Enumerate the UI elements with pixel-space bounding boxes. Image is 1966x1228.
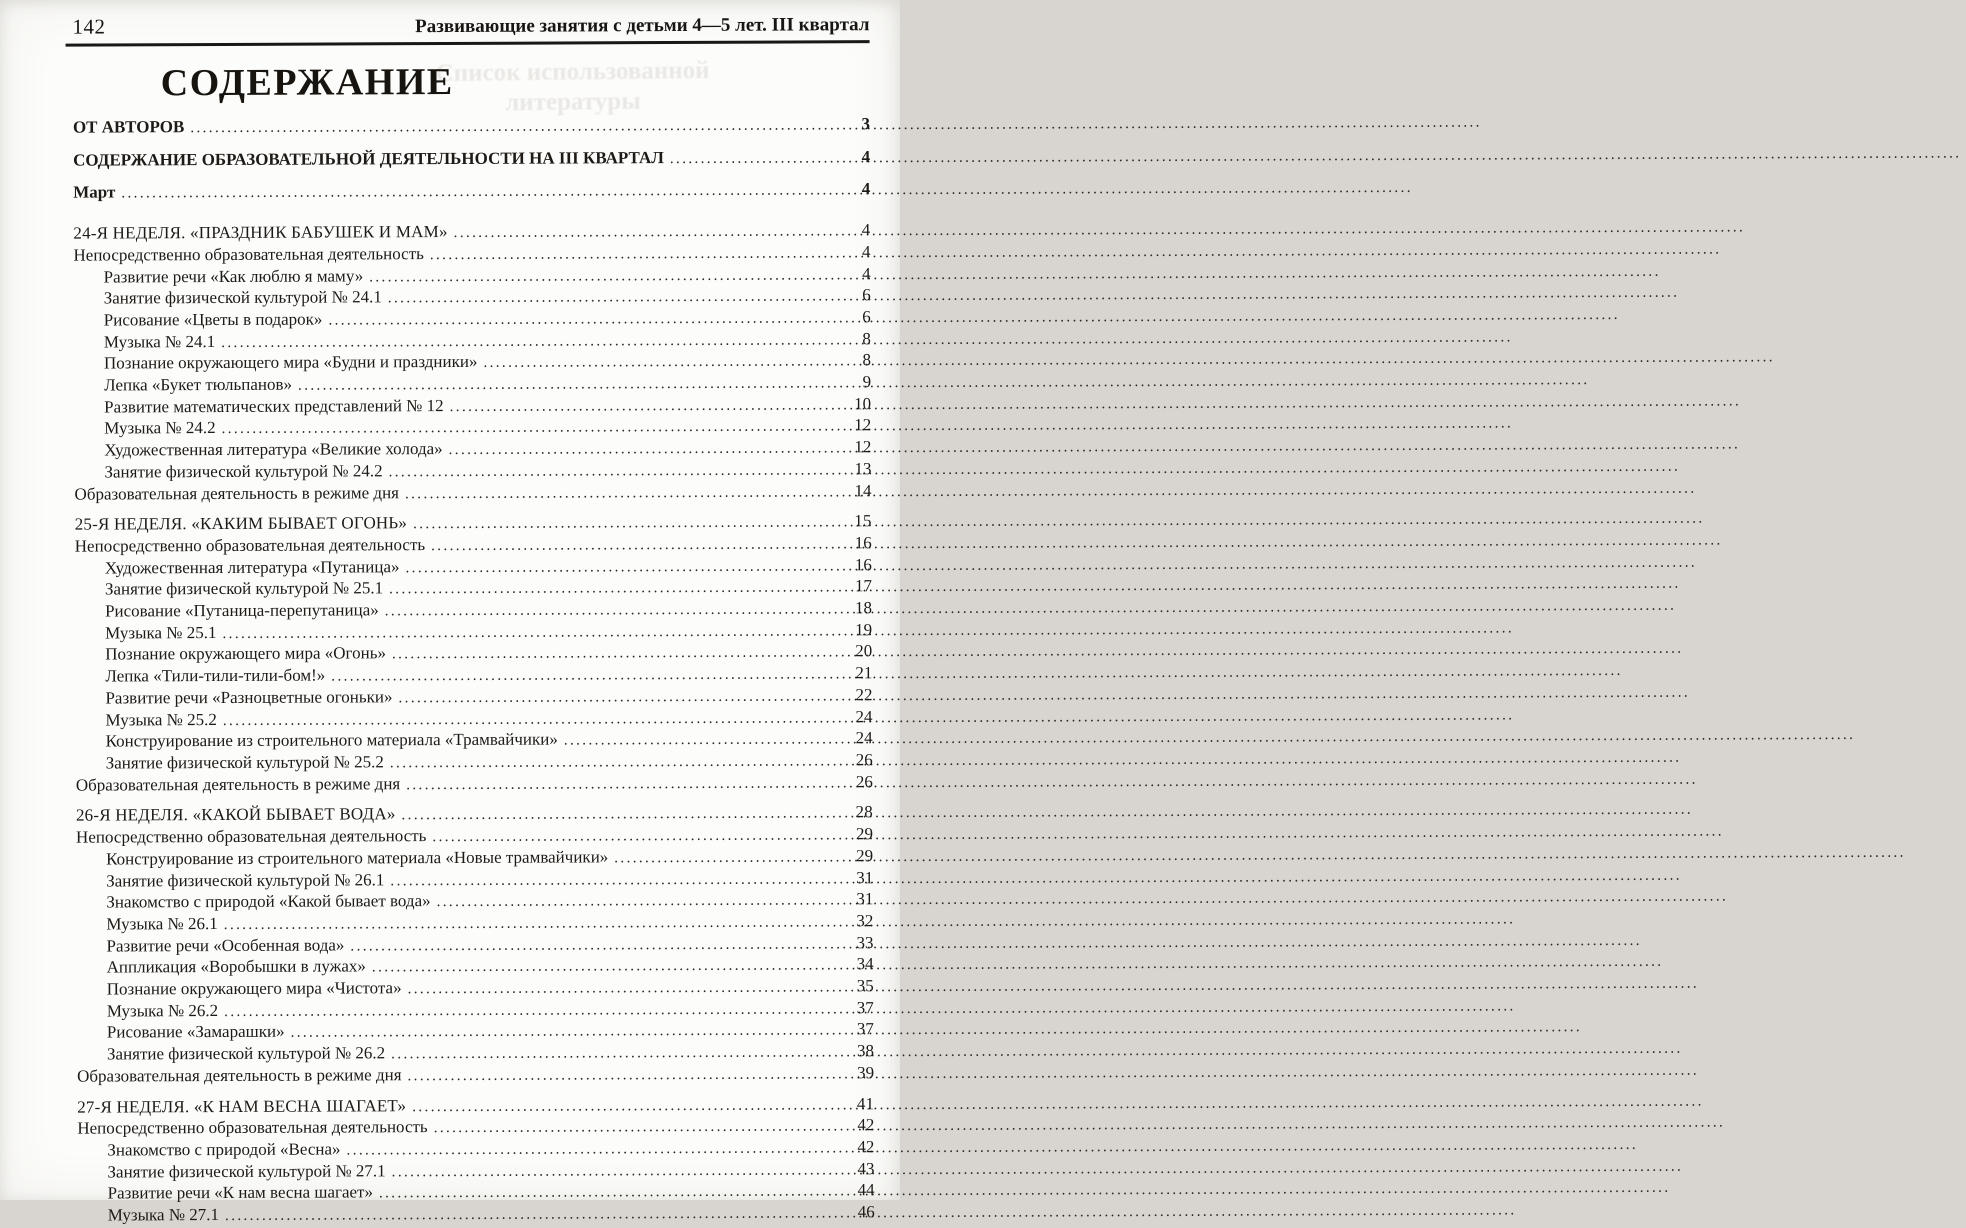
dot-leader xyxy=(407,1063,844,1087)
toc-entry-page: 3 xyxy=(861,114,870,134)
toc-entry-page: 19 xyxy=(855,619,873,639)
bleed-through-line: литературы xyxy=(505,87,641,117)
toc-entry-title: Конструирование из строительного материала «Новые трамвайчики» xyxy=(106,847,609,869)
toc-entry-page: 8 xyxy=(862,350,871,370)
toc-entry-title: Лепка «Букет тюльпанов» xyxy=(104,374,293,395)
toc-entry-page: 32 xyxy=(856,911,874,931)
dot-leader xyxy=(190,114,840,139)
toc-entry-title: Музыка № 26.1 xyxy=(106,913,218,934)
toc-entry xyxy=(77,1063,874,1088)
toc-entry-page: 10 xyxy=(854,393,872,413)
scanned-book-page xyxy=(0,0,900,1225)
toc-entry-title: Рисование «Замарашки» xyxy=(106,1022,285,1042)
dot-leader xyxy=(385,598,842,622)
toc-entry-title: Непосредственно образовательная деятельность xyxy=(75,826,427,847)
toc-entry-page: 8 xyxy=(862,328,871,348)
dot-leader xyxy=(379,1181,845,1205)
toc-entry-page: 33 xyxy=(856,932,874,952)
toc-entry-page: 31 xyxy=(856,867,874,887)
toc-entry-title: Непосредственно образовательная деятельность xyxy=(74,535,426,556)
dot-leader xyxy=(388,286,841,310)
toc-entry-page: 43 xyxy=(857,1158,875,1178)
dot-leader xyxy=(121,180,840,205)
toc-entry-page: 26 xyxy=(855,771,873,791)
dot-leader xyxy=(389,459,842,483)
toc-entry-page: 21 xyxy=(855,663,873,683)
toc-entry-page: 4 xyxy=(861,146,871,166)
toc-entry-page: 20 xyxy=(855,641,873,661)
toc-entry-title: Конструирование из строительного материала «Трамвайчики» xyxy=(105,729,558,751)
toc-entry-title: Занятие физической культурой № 24.1 xyxy=(103,287,382,308)
toc-entry-page: 6 xyxy=(862,307,871,327)
toc-entry-page: 12 xyxy=(854,415,872,435)
toc-entry-title: Развитие речи «Разноцветные огоньки» xyxy=(105,687,393,708)
dot-leader xyxy=(398,685,842,709)
toc-entry-title: 27-Я НЕДЕЛЯ. «К НАМ ВЕСНА ШАГАЕТ» xyxy=(77,1095,407,1117)
toc-entry-page: 4 xyxy=(861,179,871,199)
toc-entry-title: Знакомство с природой «Какой бывает вода» xyxy=(106,891,431,912)
dot-leader xyxy=(390,868,843,892)
dot-leader xyxy=(564,729,843,752)
toc-entry-title: Образовательная деятельность в режиме дня xyxy=(77,1065,402,1086)
dot-leader xyxy=(432,824,843,847)
toc-entry xyxy=(76,772,873,797)
bleed-through-line: Список использованной xyxy=(435,56,710,88)
toc-entry-title: Занятие физической культурой № 24.2 xyxy=(104,461,383,482)
dot-leader xyxy=(401,803,843,827)
dot-leader xyxy=(389,577,842,601)
dot-leader xyxy=(437,889,844,912)
dot-leader xyxy=(392,642,842,666)
toc-entry-title: Познание окружающего мира «Огонь» xyxy=(105,643,386,664)
toc-entry-title: Образовательная деятельность в режиме дня xyxy=(75,773,401,795)
toc-entry-page: 37 xyxy=(856,1019,874,1039)
page-header xyxy=(72,11,869,39)
dot-leader xyxy=(430,242,841,265)
dot-leader xyxy=(350,933,843,957)
dot-leader xyxy=(412,1094,844,1118)
toc-entry-title: 24-Я НЕДЕЛЯ. «ПРАЗДНИК БАБУШЕК И МАМ» xyxy=(73,222,448,243)
toc-entry-page: 16 xyxy=(854,554,872,574)
dot-leader xyxy=(413,512,842,536)
toc-entry-page: 26 xyxy=(855,750,873,770)
toc-entry-title: Занятие физической культурой № 25.2 xyxy=(105,752,384,773)
toc-entry-page: 4 xyxy=(862,263,871,283)
toc-entry-page: 22 xyxy=(855,685,873,705)
dot-leader xyxy=(224,911,844,935)
dot-leader xyxy=(223,707,843,731)
toc-entry-page: 35 xyxy=(856,976,874,996)
toc-entry-title: Развитие речи «К нам весна шагает» xyxy=(107,1182,374,1203)
toc-entry xyxy=(73,114,870,139)
toc-entry-page: 28 xyxy=(855,802,873,822)
toc-entry-title: Развитие математических представлений № 12 xyxy=(104,395,444,417)
toc-entry-title: Музыка № 25.2 xyxy=(105,709,217,730)
toc-entry-page: 16 xyxy=(854,533,872,553)
toc-entry-title: Музыка № 24.1 xyxy=(103,331,216,352)
toc-entry-title: Знакомство с природой «Весна» xyxy=(107,1139,341,1160)
toc-entry-page: 24 xyxy=(855,706,873,726)
dot-leader xyxy=(346,1137,844,1161)
toc-entry-page: 31 xyxy=(856,889,874,909)
dot-leader xyxy=(291,1020,844,1044)
toc-entry-page: 17 xyxy=(854,576,872,596)
toc-entry-title: Развитие речи «Как люблю я маму» xyxy=(103,265,364,287)
dot-leader xyxy=(483,351,841,374)
toc-entry-page: 41 xyxy=(856,1093,875,1113)
toc-entry-title: Занятие физической культурой № 27.1 xyxy=(107,1160,386,1182)
page-content xyxy=(0,0,903,1225)
toc-entry-title: Художественная литература «Великие холода» xyxy=(104,439,443,460)
toc-entry-title: Музыка № 25.1 xyxy=(105,622,217,643)
toc-entry-title: Рисование «Цветы в подарок» xyxy=(103,309,323,330)
toc-entry-title: Занятие физической культурой № 26.2 xyxy=(106,1043,386,1064)
dot-leader xyxy=(392,1159,845,1183)
toc-entry-title: Март xyxy=(73,182,116,203)
toc-entry xyxy=(78,1202,875,1227)
dot-leader xyxy=(449,437,842,460)
toc-entry-page: 29 xyxy=(855,824,874,844)
toc-entry-title: ОТ АВТОРОВ xyxy=(72,117,185,137)
toc-entry-title: Рисование «Путаница-перепутаница» xyxy=(105,600,379,621)
toc-entry-page: 12 xyxy=(854,437,872,457)
toc-entry-page: 46 xyxy=(857,1202,875,1222)
dot-leader xyxy=(222,620,842,644)
toc-entry-title: 26-Я НЕДЕЛЯ. «КАКОЙ БЫВАЕТ ВОДА» xyxy=(75,804,396,826)
dot-leader xyxy=(221,329,841,353)
dot-leader xyxy=(225,1202,845,1226)
dot-leader xyxy=(431,533,842,556)
toc-entry-title: Непосредственно образовательная деятельность xyxy=(73,243,424,265)
dot-leader xyxy=(328,307,840,331)
toc-entry-page: 6 xyxy=(862,285,871,305)
toc-entry-page: 38 xyxy=(856,1041,875,1061)
toc-entry-page: 42 xyxy=(857,1137,875,1157)
toc-entry-title: Лепка «Тили-тили-тили-бом!» xyxy=(105,665,326,686)
dot-leader xyxy=(434,1116,845,1139)
toc-entry-page: 13 xyxy=(854,459,872,479)
toc-entry-page: 34 xyxy=(856,954,874,974)
toc-entry-title: Познание окружающего мира «Чистота» xyxy=(106,978,402,999)
dot-leader xyxy=(372,955,844,979)
dot-leader xyxy=(222,416,842,440)
page-number: 142 xyxy=(72,14,106,39)
dot-leader xyxy=(670,147,840,169)
dot-leader xyxy=(369,264,840,288)
toc-entry-title: Познание окружающего мира «Будни и праздники» xyxy=(103,352,478,373)
dot-leader xyxy=(405,555,841,579)
toc-entry-title: Образовательная деятельность в режиме дня xyxy=(74,482,400,504)
toc-entry-title: Художественная литература «Путаница» xyxy=(104,556,400,578)
toc-entry xyxy=(73,147,870,172)
dot-leader xyxy=(390,750,843,774)
toc-entry-page: 15 xyxy=(854,511,872,531)
running-title: Развивающие занятия с детьми 4—5 лет. III квартал xyxy=(415,14,870,38)
dot-leader xyxy=(408,976,844,1000)
toc-entry-page: 39 xyxy=(857,1062,875,1083)
toc-entry-title: Музыка № 27.1 xyxy=(107,1205,220,1225)
toc-heading: СОДЕРЖАНИЕ xyxy=(160,60,454,105)
toc-entry-page: 42 xyxy=(857,1115,875,1135)
header-rule xyxy=(66,40,870,47)
toc-entry-title: Непосредственно образовательная деятельность xyxy=(77,1117,428,1138)
toc-entry xyxy=(73,180,870,205)
dot-leader xyxy=(405,481,842,505)
toc-entry-title: 25-Я НЕДЕЛЯ. «КАКИМ БЫВАЕТ ОГОНЬ» xyxy=(74,513,408,534)
toc-entry-title: Музыка № 26.2 xyxy=(106,1000,219,1021)
toc-entry-title: Занятие физической культурой № 26.1 xyxy=(106,869,385,891)
toc-entry-page: 14 xyxy=(854,480,872,500)
toc-entry-title: Развитие речи «Особенная вода» xyxy=(106,935,345,956)
dot-leader xyxy=(298,372,841,396)
toc-entries xyxy=(73,114,875,1227)
toc-entry-page: 4 xyxy=(861,220,871,240)
dot-leader xyxy=(331,663,842,687)
dot-leader xyxy=(454,220,841,243)
toc-entry-title: Аппликация «Воробышки в лужах» xyxy=(106,956,366,977)
dot-leader xyxy=(614,846,843,869)
dot-leader xyxy=(391,1041,844,1065)
toc-entry-page: 9 xyxy=(862,372,872,392)
toc-entry-page: 44 xyxy=(857,1180,875,1200)
toc-entry-page: 37 xyxy=(856,997,874,1017)
toc-entry-page: 29 xyxy=(856,845,874,866)
dot-leader xyxy=(450,394,842,417)
toc-entry-page: 24 xyxy=(855,728,873,748)
toc-entry-page: 4 xyxy=(861,241,871,262)
dot-leader xyxy=(406,772,843,796)
toc-entry-title: Занятие физической культурой № 25.1 xyxy=(104,578,384,599)
toc-entry-title: СОДЕРЖАНИЕ ОБРАЗОВАТЕЛЬНОЙ ДЕЯТЕЛЬНОСТИ НА III КВАРТАЛ xyxy=(73,147,664,170)
toc-entry-page: 18 xyxy=(854,598,873,618)
dot-leader xyxy=(224,998,844,1022)
toc-entry-title: Музыка № 24.2 xyxy=(104,418,216,438)
toc-entry xyxy=(74,481,871,506)
